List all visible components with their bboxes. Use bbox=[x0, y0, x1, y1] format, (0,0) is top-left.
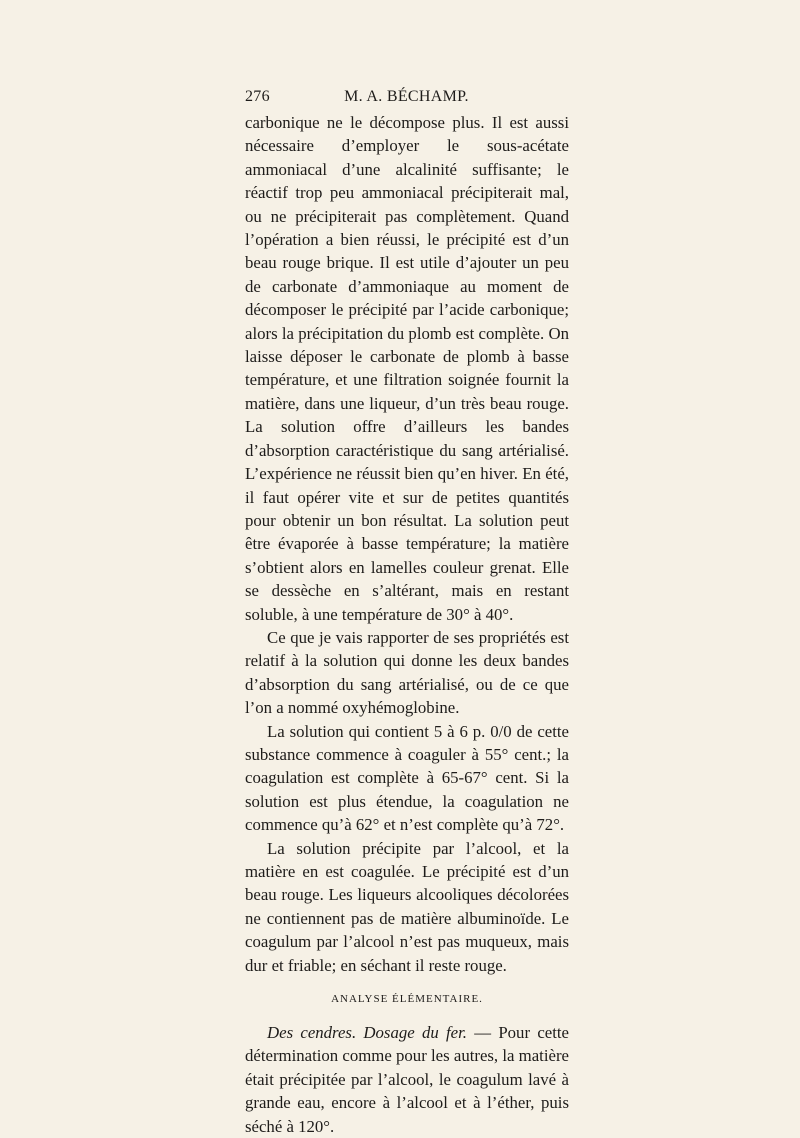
section-heading: ANALYSE ÉLÉMENTAIRE. bbox=[331, 993, 483, 1006]
running-head bbox=[245, 88, 568, 112]
running-title: M. A. BÉCHAMP. bbox=[344, 88, 469, 105]
paragraph-ashes bbox=[245, 1021, 569, 1138]
paragraph-ashes-italic-lead: Des cendres. Dosage du fer. bbox=[267, 1023, 467, 1043]
paragraph-coagulation: La solution qui contient 5 à 6 p. 0/0 de cette substance commence à coaguler à 55° cent.; la coagulation est complète à 65-67° cent. Si la solution est plus étendue, la coagulation ne commence qu’à 62° et n’est complète qu’à 72°. bbox=[245, 721, 569, 835]
paragraph-continuation: carbonique ne le décompose plus. Il est aussi nécessaire d’employer le sous-acétate ammoniacal d’une alcalinité suffisante; le réactif trop peu ammoniacal précipiterait mal, ou ne précipiterait pas complètement. Quand l’opération a bien réussi, le précipité est d’un beau rouge brique. Il est utile d’ajouter un peu de carbonate d’ammoniaque au moment de décomposer le précipité par l’acide carbonique; alors la précipitation du plomb est complète. On laisse déposer le carbonate de plomb à basse température, et une filtration soignée fournit la matière, dans une liqueur, d’un très beau rouge. La solution offre d’ailleurs les bandes d’absorption caractéristique du sang artérialisé. L’expérience ne réussit bien qu’en hiver. En été, il faut opérer vite et sur de petites quantités pour obtenir un bon résultat. La solution peut être évaporée à basse température; la matière s’obtient alors en lamelles couleur grenat. Elle se dessèche en s’altérant, mais en restant soluble, à une température de 30° à 40°. bbox=[245, 113, 569, 624]
paragraph-properties: Ce que je vais rapporter de ses propriétés est relatif à la solution qui donne les deux bandes d’absorption du sang artérialisé, ou de ce que l’on a nommé oxyhémoglobine. bbox=[245, 627, 569, 718]
paragraph-ashes-text: — Pour cette détermination comme pour les autres, la matière était précipitée par l’alcool, le coagulum lavé à grande eau, encore à l’alcool et à l’éther, puis séché à 120°. bbox=[245, 1023, 569, 1136]
paragraph-alcohol: La solution précipite par l’alcool, et la matière en est coagulée. Le précipité est d’un beau rouge. Les liqueurs alcooliques décolorées ne contiennent pas de matière albuminoïde. Le coagulum par l’alcool n’est pas muqueux, mais dur et friable; en séchant il reste rouge. bbox=[245, 838, 569, 975]
body-text bbox=[245, 111, 569, 1138]
page-number: 276 bbox=[245, 88, 270, 105]
